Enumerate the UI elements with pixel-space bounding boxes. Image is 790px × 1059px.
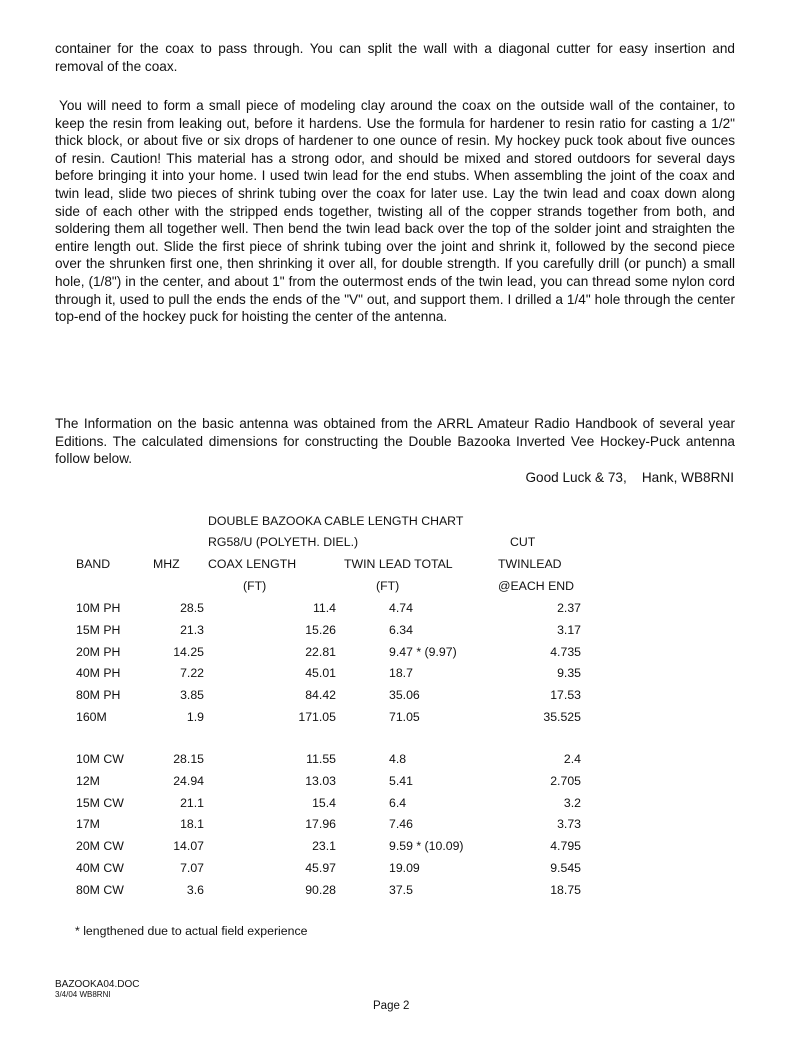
cell-mhz: 18.1	[180, 817, 204, 832]
document-date: 3/4/04 WB8RNI	[55, 990, 111, 999]
cell-band: 40M PH	[76, 666, 121, 681]
unit-coax: (FT)	[243, 579, 267, 593]
table-cut-label: CUT	[510, 535, 536, 549]
cell-twin: 6.4	[389, 795, 407, 810]
cell-coax: 171.05	[298, 710, 336, 724]
cell-band: 20M PH	[76, 644, 121, 659]
cell-cut: 9.35	[557, 666, 581, 681]
cell-band: 10M CW	[76, 752, 124, 766]
cell-coax: 84.42	[305, 688, 336, 703]
cell-mhz: 3.85	[180, 688, 204, 703]
cell-cut: 18.75	[550, 882, 581, 897]
cell-mhz: 14.07	[173, 839, 204, 854]
footnote: * lengthened due to actual field experience	[75, 924, 308, 938]
cell-twin: 9.47 * (9.97)	[389, 644, 457, 659]
cell-twin: 18.7	[389, 666, 413, 681]
cell-coax: 45.01	[305, 666, 336, 681]
cell-coax: 90.28	[305, 882, 336, 897]
cell-twin: 19.09	[389, 861, 420, 875]
cell-band: 160M	[76, 710, 107, 724]
cell-mhz: 7.07	[180, 861, 204, 875]
cell-cut: 2.4	[563, 752, 581, 766]
cell-mhz: 28.5	[180, 601, 204, 615]
cell-twin: 7.46	[389, 817, 413, 832]
cell-cut: 2.705	[550, 773, 581, 788]
cell-band: 80M PH	[76, 688, 121, 703]
cell-coax: 22.81	[305, 644, 336, 659]
cell-twin: 4.8	[389, 752, 407, 766]
cell-mhz: 3.6	[186, 882, 204, 897]
cell-mhz: 28.15	[173, 752, 204, 766]
paragraph-casting-instructions: You will need to form a small piece of modeling clay around the coax on the outside wall of the container, to keep the resin from leaking out, before it hardens. Use the formula for hardener to resin ratio for casting a 1/2" thick block, or about five or six drops of hardener to one ounce of resin. My hockey puck took about five ounces of resin. Caution! This material has a strong odor, and should be mixed and stored outdoors for several days before bringing it into your home. I used twin lead for the end stubs. When assembling the joint of the coax and twin lead, slide two pieces of shrink tubing over the coax for later use. Lay the twin lead and coax down along side of each other with the stripped ends together, twisting all of the copper strands together from both, and soldering them all together well. Then bend the twin lead back over the top of the solder joint and straighten the entire length out. Slide the first piece of shrink tubing over the joint and shrink it, followed by the second piece over the shrunken first one, then shrinking it over all, for double strength. If you carefully drill (or punch) a small hole, (1/8") in the center, and about 1" from the outermost ends of the twin lead, you can thread some nylon cord through it, used to pull the ends the ends of the "V" out, and support them. I drilled a 1/4" hole through the center top-end of the hockey puck for hoisting the center of the antenna.	[55, 98, 735, 325]
cell-mhz: 24.94	[173, 773, 204, 788]
unit-twin: (FT)	[376, 579, 400, 593]
cell-cut: 3.17	[557, 622, 581, 637]
cell-band: 20M CW	[76, 839, 124, 854]
header-band: BAND	[76, 557, 111, 571]
cell-coax: 17.96	[305, 817, 336, 832]
page-number: Page 2	[373, 1000, 410, 1012]
cell-coax: 15.4	[312, 795, 336, 810]
cell-mhz: 7.22	[180, 666, 204, 681]
header-twinlead-cut: TWINLEAD	[498, 557, 562, 571]
unit-cut: @EACH END	[498, 579, 575, 593]
cell-coax: 15.26	[305, 622, 336, 637]
cell-twin: 6.34	[389, 622, 413, 637]
cell-cut: 9.545	[550, 861, 581, 875]
cell-mhz: 21.3	[180, 622, 204, 637]
header-coax-length: COAX LENGTH	[208, 557, 297, 571]
cell-coax: 23.1	[312, 839, 336, 854]
cell-band: 12M	[76, 773, 100, 788]
paragraph-information-source: The Information on the basic antenna was obtained from the ARRL Amateur Radio Handbook of several year Editions. The calculated dimensions for constructing the Double Bazooka Inverted Vee Hockey-Puck antenna follow below.	[55, 416, 735, 467]
cell-band: 80M CW	[76, 882, 124, 897]
cell-cut: 2.37	[557, 601, 581, 615]
cell-band: 10M PH	[76, 601, 121, 615]
cell-band: 15M PH	[76, 622, 121, 637]
document-filename: BAZOOKA04.DOC	[55, 979, 140, 990]
table-title: DOUBLE BAZOOKA CABLE LENGTH CHART	[208, 514, 464, 528]
paragraph-coax-wall: container for the coax to pass through. You can split the wall with a diagonal cutter for easy insertion and removal of the coax.	[55, 41, 735, 74]
cell-twin: 35.06	[389, 688, 420, 703]
cell-mhz: 21.1	[180, 795, 204, 810]
header-twin-lead-total: TWIN LEAD TOTAL	[344, 557, 453, 571]
cell-band: 15M CW	[76, 795, 124, 810]
cell-coax: 11.4	[312, 601, 336, 615]
cell-twin: 4.74	[389, 601, 413, 615]
cell-cut: 4.795	[550, 839, 581, 854]
cell-cut: 17.53	[550, 688, 581, 703]
cell-band: 17M	[76, 817, 100, 832]
cell-twin: 5.41	[389, 773, 413, 788]
cell-coax: 45.97	[305, 861, 336, 875]
cell-twin: 71.05	[389, 710, 420, 724]
cell-twin: 9.59 * (10.09)	[389, 839, 464, 854]
cell-band: 40M CW	[76, 861, 124, 875]
header-mhz: MHZ	[153, 557, 180, 571]
cell-coax: 11.55	[306, 752, 336, 766]
cell-cut: 3.73	[557, 817, 581, 832]
cell-cut: 4.735	[550, 644, 581, 659]
cell-mhz: 1.9	[186, 710, 204, 724]
cell-coax: 13.03	[305, 773, 336, 788]
cell-mhz: 14.25	[173, 644, 204, 659]
cell-twin: 37.5	[389, 882, 413, 897]
signoff: Good Luck & 73, Hank, WB8RNI	[525, 470, 734, 485]
cell-cut: 35.525	[543, 710, 581, 724]
table-subtitle: RG58/U (POLYETH. DIEL.)	[208, 535, 359, 549]
cell-cut: 3.2	[563, 795, 581, 810]
